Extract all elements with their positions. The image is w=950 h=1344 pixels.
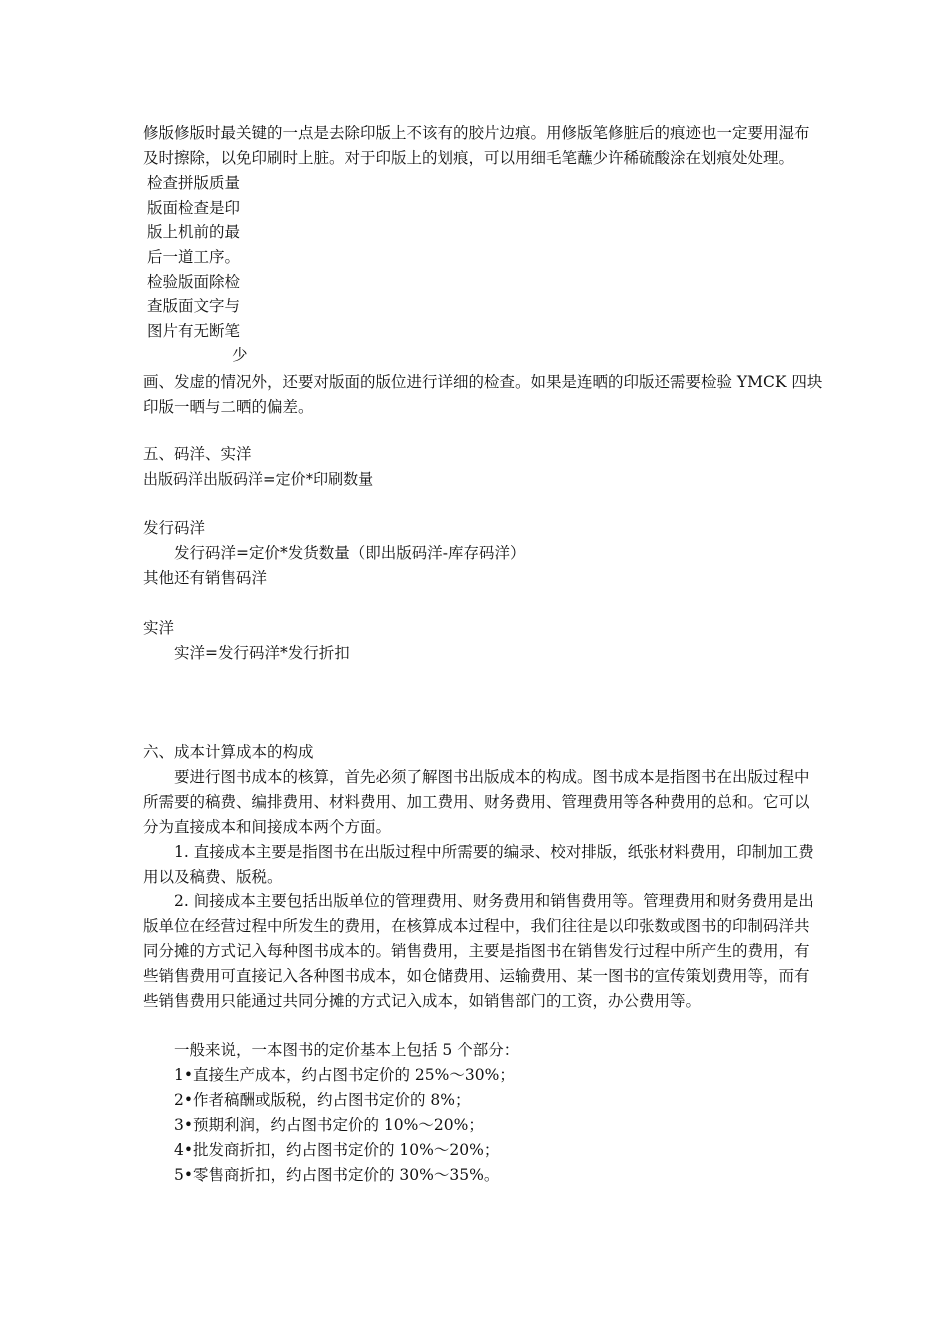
check-column-line-4: 后一道工序。 xyxy=(147,248,241,266)
section6-item2-line-2: 版单位在经营过程中所发生的费用，在核算成本过程中，我们往往是以印张数或图书的印制码洋共 xyxy=(143,917,810,935)
section6-price-item-2: 2•作者稿酬或版税，约占图书定价的 8%； xyxy=(174,1091,471,1109)
check-column-last: 少 xyxy=(232,346,248,364)
section5-sy-formula: 实洋=发行码洋*发行折扣 xyxy=(174,644,350,662)
check-column-line-7: 图片有无断笔 xyxy=(147,322,241,340)
section6-price-item-4: 4•批发商折扣，约占图书定价的 10%～20%； xyxy=(174,1141,500,1159)
section5-other: 其他还有销售码洋 xyxy=(143,569,268,587)
para1-line-2: 及时擦除，以免印刷时上脏。对于印版上的划痕，可以用细毛笔蘸少许稀硫酸涂在划痕处处理。 xyxy=(143,149,795,167)
section5-heading: 五、码洋、实洋 xyxy=(143,445,252,463)
check-column-line-3: 版上机前的最 xyxy=(147,223,241,241)
section6-heading: 六、成本计算成本的构成 xyxy=(143,743,314,761)
check-column-line-5: 检验版面除检 xyxy=(147,273,241,291)
para1-line-1: 修版修版时最关键的一点是去除印版上不该有的胶片边痕。用修版笔修脏后的痕迹也一定要用湿布 xyxy=(143,124,810,142)
check-column-line-6: 查版面文字与 xyxy=(147,297,241,315)
check-column-line-2: 版面检查是印 xyxy=(147,199,241,217)
section5-fx-heading: 发行码洋 xyxy=(143,519,206,537)
section6-item2-line-4: 些销售费用可直接记入各种图书成本，如仓储费用、运输费用、某一图书的宣传策划费用等，而有 xyxy=(143,967,810,985)
section6-item1-line-2: 用以及稿费、版税。 xyxy=(143,868,283,886)
section5-fx-formula: 发行码洋=定价*发货数量（即出版码洋-库存码洋） xyxy=(174,544,526,562)
section6-intro-line-2: 所需要的稿费、编排费用、材料费用、加工费用、财务费用、管理费用等各种费用的总和。它可以 xyxy=(143,793,810,811)
section6-item2-line-5: 些销售费用只能通过共同分摊的方式记入成本，如销售部门的工资，办公费用等。 xyxy=(143,992,702,1010)
para2-line-2: 印版一晒与二晒的偏差。 xyxy=(143,398,314,416)
section6-intro-line-3: 分为直接成本和间接成本两个方面。 xyxy=(143,818,392,836)
section6-intro-line-1: 要进行图书成本的核算，首先必须了解图书出版成本的构成。图书成本是指图书在出版过程中 xyxy=(174,768,810,786)
para2-line-1: 画、发虚的情况外，还要对版面的版位进行详细的检查。如果是连晒的印版还需要检验 YMCK 四块 xyxy=(143,373,823,391)
section5-sy-heading: 实洋 xyxy=(143,619,175,637)
section6-price-item-5: 5•零售商折扣，约占图书定价的 30%～35%。 xyxy=(174,1166,500,1184)
section6-item2-line-1: 2. 间接成本主要包括出版单位的管理费用、财务费用和销售费用等。管理费用和财务费用是出 xyxy=(174,892,814,910)
section6-price-intro: 一般来说，一本图书的定价基本上包括 5 个部分： xyxy=(174,1041,520,1059)
section6-price-item-1: 1•直接生产成本，约占图书定价的 25%～30%； xyxy=(174,1066,515,1084)
section5-publish-code: 出版码洋出版码洋=定价*印刷数量 xyxy=(143,470,374,488)
section6-item2-line-3: 同分摊的方式记入每种图书成本的。销售费用，主要是指图书在销售发行过程中所产生的费用，有 xyxy=(143,942,810,960)
section6-item1-line-1: 1. 直接成本主要是指图书在出版过程中所需要的编录、校对排版，纸张材料费用，印制加工费 xyxy=(174,843,814,861)
section6-price-item-3: 3•预期利润，约占图书定价的 10%～20%； xyxy=(174,1116,484,1134)
check-column-line-1: 检查拼版质量 xyxy=(147,174,241,192)
